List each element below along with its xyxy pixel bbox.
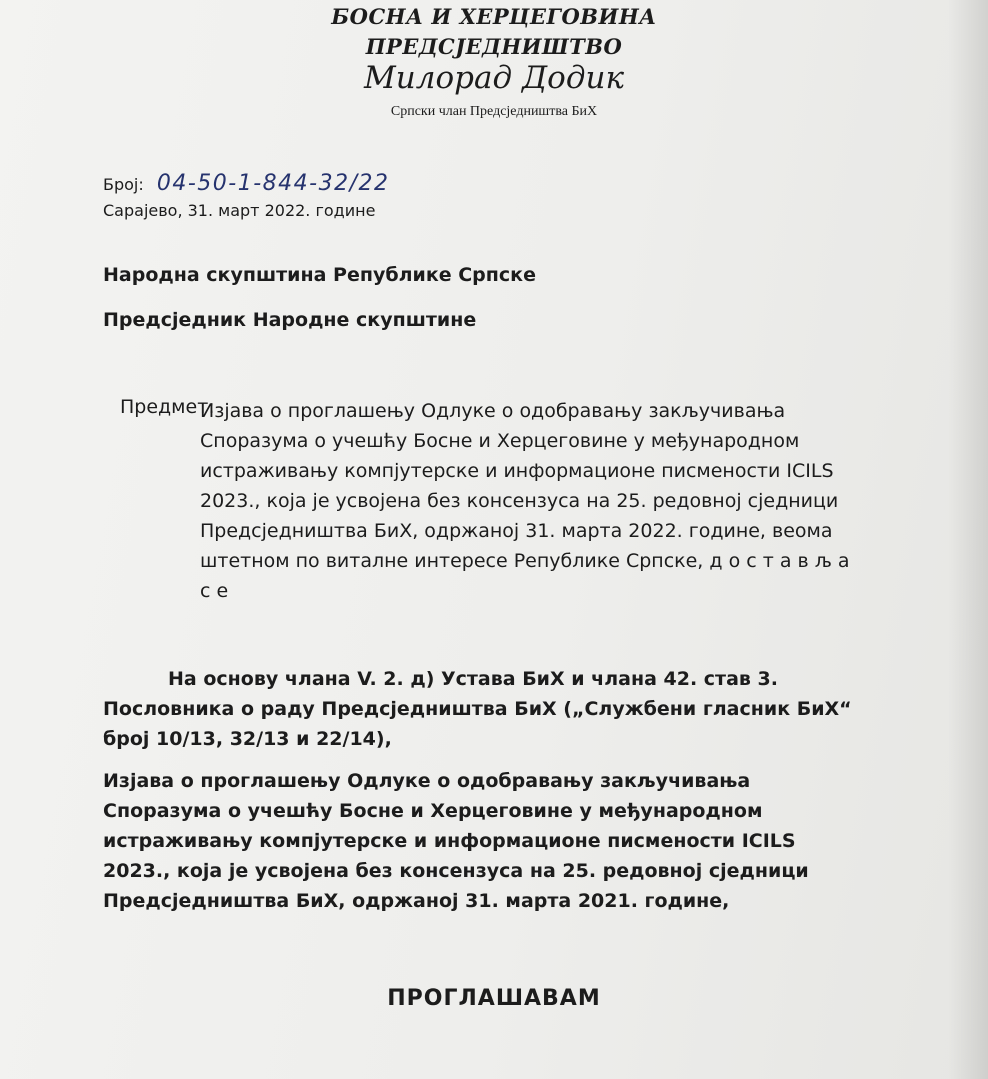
legal-basis-paragraph bbox=[103, 664, 893, 754]
declaration-paragraph bbox=[103, 766, 893, 916]
subject-line: Споразума о учешћу Босне и Херцеговине у међународном bbox=[200, 430, 800, 452]
letterhead-name: Милорад Додик bbox=[364, 60, 624, 96]
declaration-line: Предсједништва БиХ, одржаној 31. марта 2021. године, bbox=[103, 890, 730, 912]
declaration-line: 2023., која је усвојена без консензуса на 25. редовној сједници bbox=[103, 860, 809, 882]
declaration-line: Изјава о проглашењу Одлуке о одобравању закључивања bbox=[103, 770, 751, 792]
subject-line: штетном по виталне интересе Републике Српске, д о с т а в љ а bbox=[200, 550, 850, 572]
letterhead-country: БОСНА И ХЕРЦЕГОВИНА bbox=[331, 4, 657, 29]
recipient-president: Предсједник Народне скупштине bbox=[103, 309, 477, 331]
declaration-line: истраживању компјутерске и информационе писмености ICILS bbox=[103, 830, 796, 852]
subject-line: 2023., која је усвојена без консензуса на 25. редовној сједници bbox=[200, 490, 839, 512]
reference-number-label: Број: bbox=[103, 175, 144, 194]
proclamation-heading: ПРОГЛАШАВАМ bbox=[387, 986, 601, 1011]
letterhead-institution: ПРЕДСЈЕДНИШТВО bbox=[365, 34, 623, 59]
place-date: Сарајево, 31. март 2022. године bbox=[103, 201, 376, 220]
subject-line: истраживању компјутерске и информационе писмености ICILS bbox=[200, 460, 834, 482]
subject-line: Предсједништва БиХ, одржаној 31. марта 2022. године, веома bbox=[200, 520, 833, 542]
legal-basis-line: Пословника о раду Предсједништва БиХ („Службени гласник БиХ“ bbox=[103, 698, 852, 720]
subject-label: Предмет: bbox=[120, 396, 215, 418]
subject-text bbox=[200, 396, 900, 606]
reference-number-row bbox=[103, 171, 390, 196]
recipient-assembly: Народна скупштина Републике Српске bbox=[103, 264, 536, 286]
reference-number-handwritten: 04-50-1-844-32/22 bbox=[156, 171, 390, 196]
legal-basis-line: број 10/13, 32/13 и 22/14), bbox=[103, 728, 392, 750]
legal-basis-line: На основу члана V. 2. д) Устава БиХ и члана 42. став 3. bbox=[168, 668, 778, 690]
letterhead-subtitle: Српски члан Предсједништва БиХ bbox=[390, 104, 598, 119]
page-edge-shadow bbox=[948, 0, 988, 1079]
subject-line: с е bbox=[200, 580, 229, 602]
subject-line: Изјава о проглашењу Одлуке о одобравању закључивања bbox=[200, 400, 786, 422]
declaration-line: Споразума о учешћу Босне и Херцеговине у међународном bbox=[103, 800, 763, 822]
